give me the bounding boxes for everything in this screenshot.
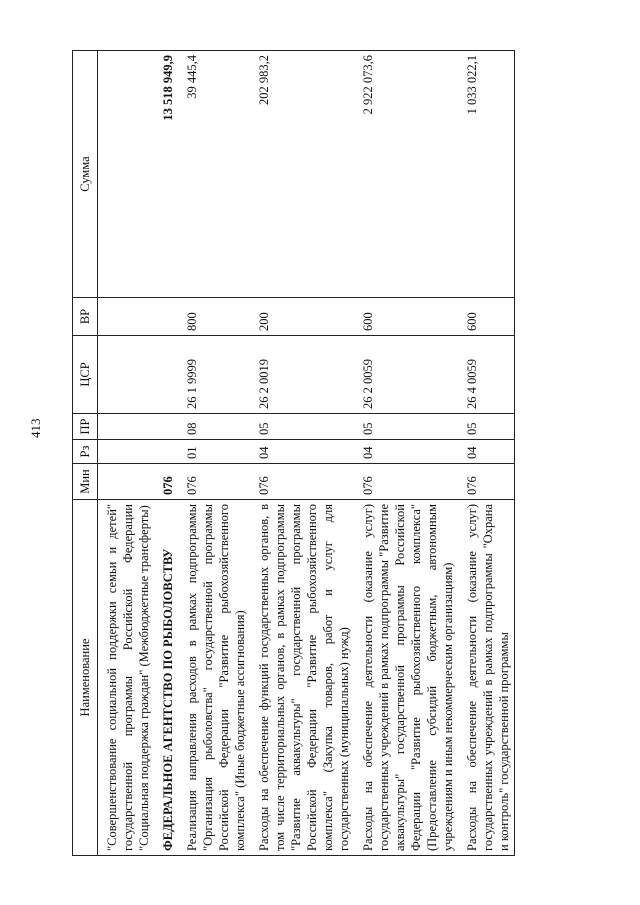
header-vr: ВР <box>73 298 98 336</box>
cell-pr <box>154 414 178 440</box>
cell-name: ФЕДЕРАЛЬНОЕ АГЕНТСТВО ПО РЫБОЛОВСТВУ <box>154 500 178 856</box>
table-row <box>154 51 178 856</box>
budget-table-container <box>72 51 612 856</box>
cell-csr: 26 1 9999 <box>178 336 250 414</box>
cell-vr: 600 <box>354 298 458 336</box>
cell-pr <box>98 414 155 440</box>
cell-name: Реализация направления расходов в рамках подпрограммы "Организация рыболовства" государственной программы Российской Федерации "Развитие рыбохозяйственного комплекса" (Иные бюджетные ассигнования) <box>178 500 250 856</box>
header-pr: ПР <box>73 414 98 440</box>
cell-min: 076 <box>178 464 250 500</box>
cell-rz: 04 <box>458 440 515 464</box>
cell-min: 076 <box>458 464 515 500</box>
cell-sum: 1 033 022,1 <box>458 51 515 298</box>
cell-sum: 2 922 073,6 <box>354 51 458 298</box>
cell-rz: 04 <box>250 440 354 464</box>
cell-name: Расходы на обеспечение деятельности (оказание услуг) государственных учреждений в рамках подпрограммы "Охрана и контроль" государственной программы <box>458 500 515 856</box>
cell-vr: 600 <box>458 298 515 336</box>
header-min: Мин <box>73 464 98 500</box>
cell-csr: 26 4 0059 <box>458 336 515 414</box>
table-row <box>354 51 458 856</box>
cell-vr: 200 <box>250 298 354 336</box>
cell-csr: 26 2 0019 <box>250 336 354 414</box>
header-csr: ЦСР <box>73 336 98 414</box>
page-number: 413 <box>28 418 43 438</box>
table-row <box>98 51 155 856</box>
cell-pr: 05 <box>458 414 515 440</box>
cell-pr: 05 <box>250 414 354 440</box>
cell-vr <box>154 298 178 336</box>
table-row <box>458 51 515 856</box>
cell-name: Расходы на обеспечение функций государственных органов, в том числе территориальных органов, в рамках подпрограммы "Развитие аквакультуры" государственной программы Российской Федерации "Развитие рыбохозяйственного комплекса" (Закупка товаров, работ и услуг для государственных (муниципальных) нужд) <box>250 500 354 856</box>
cell-rz: 01 <box>178 440 250 464</box>
cell-csr <box>154 336 178 414</box>
cell-csr <box>98 336 155 414</box>
header-sum: Сумма <box>73 51 98 298</box>
cell-min <box>98 464 155 500</box>
cell-vr: 800 <box>178 298 250 336</box>
cell-csr: 26 2 0059 <box>354 336 458 414</box>
cell-min: 076 <box>354 464 458 500</box>
cell-sum: 202 983,2 <box>250 51 354 298</box>
cell-vr <box>98 298 155 336</box>
cell-min: 076 <box>154 464 178 500</box>
budget-table <box>72 50 515 856</box>
cell-pr: 08 <box>178 414 250 440</box>
cell-pr: 05 <box>354 414 458 440</box>
cell-rz: 04 <box>354 440 458 464</box>
cell-rz <box>98 440 155 464</box>
cell-sum <box>98 51 155 298</box>
table-row <box>250 51 354 856</box>
header-name: Наименование <box>73 500 98 856</box>
cell-rz <box>154 440 178 464</box>
cell-name: Расходы на обеспечение деятельности (оказание услуг) государственных учреждений в рамках подпрограммы "Развитие аквакультуры" государственной программы Российской Федерации "Развитие рыбохозяйственного комплекса" (Предоставление субсидий бюджетным, автономным учреждениям и иным некоммерческим организациям) <box>354 500 458 856</box>
header-rz: Рз <box>73 440 98 464</box>
cell-min: 076 <box>250 464 354 500</box>
cell-sum: 39 445,4 <box>178 51 250 298</box>
table-header-row <box>73 51 98 856</box>
cell-name: "Совершенствование социальной поддержки семьи и детей" государственной программы Российской Федерации "Социальная поддержка граждан" (Межбюджетные трансферты) <box>98 500 155 856</box>
cell-sum: 13 518 949,9 <box>154 51 178 298</box>
table-row <box>178 51 250 856</box>
